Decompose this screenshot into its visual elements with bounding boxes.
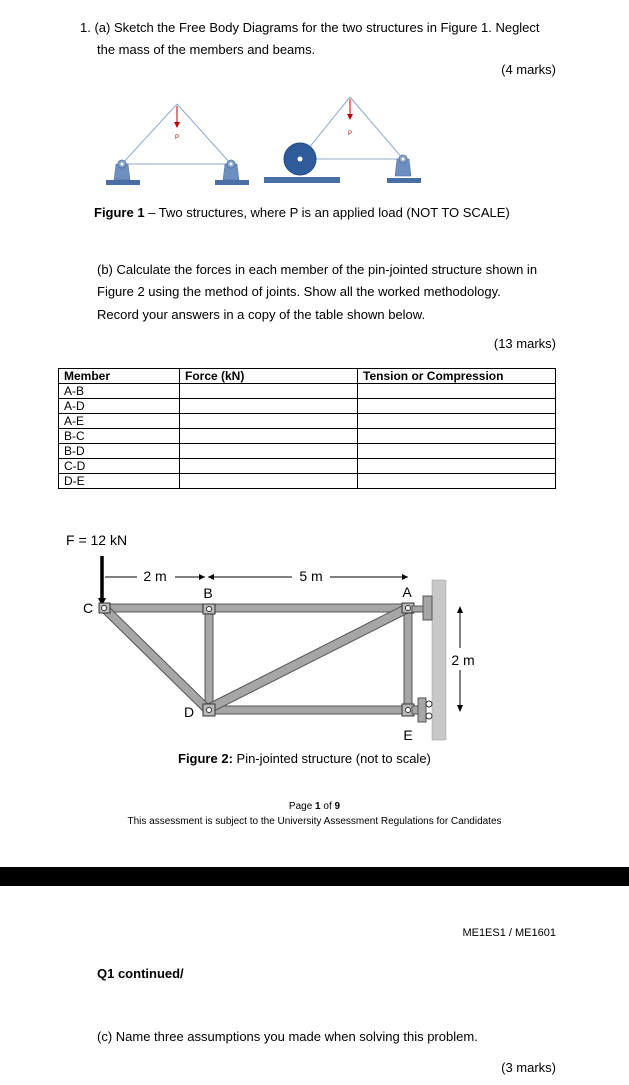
page-prefix: Page [288, 801, 316, 812]
pin-A [406, 606, 411, 611]
member-C-D [100, 604, 212, 714]
figure2-diagram [0, 520, 629, 760]
tc-cell [358, 459, 556, 474]
force-cell [180, 474, 358, 489]
figure1-left-structure [106, 104, 249, 185]
force-cell [180, 444, 358, 459]
roller-E-bottom [426, 713, 432, 719]
tc-cell [358, 444, 556, 459]
member-cell: A-E [59, 414, 180, 429]
force-cell [180, 399, 358, 414]
page-break [0, 867, 629, 886]
tc-cell [358, 384, 556, 399]
force-cell [180, 414, 358, 429]
q1a-marks: (4 marks) [501, 62, 556, 77]
pin-B [207, 607, 212, 612]
right-member-b [347, 97, 403, 159]
figure1-caption [94, 205, 510, 221]
right-load-arrowhead [347, 114, 353, 120]
left-load-label: P [174, 135, 180, 141]
force-cell [180, 429, 358, 444]
wall [432, 580, 446, 740]
node-E-label: E [403, 727, 413, 743]
table-row [59, 444, 556, 459]
member-D-E [207, 706, 412, 714]
q1c-text: (c) Name three assumptions you made when solving this problem. [97, 1029, 478, 1044]
force-label: F = 12 kN [66, 532, 128, 548]
left-member-a [122, 104, 180, 164]
dim-2m-top-label: 2 m [143, 568, 167, 584]
tc-cell [358, 429, 556, 444]
member-A-D [208, 604, 410, 712]
q1b-line3: Record your answers in a copy of the table shown below. [97, 307, 426, 322]
q1c-marks: (3 marks) [501, 1060, 556, 1075]
figure1-diagram [100, 92, 430, 192]
member-C-A [104, 604, 410, 612]
header-member: Member [59, 369, 180, 384]
figure1-caption-text: – Two structures, where P is an applied load (NOT TO SCALE) [144, 205, 510, 220]
q1a-line2: the mass of the members and beams. [97, 42, 316, 57]
header-tension-compression: Tension or Compression [358, 369, 556, 384]
member-cell: D-E [59, 474, 180, 489]
q1b-line1: (b) Calculate the forces in each member of the pin-jointed structure shown in [97, 262, 538, 277]
bracket-A-plate [423, 596, 432, 620]
page-of: of [320, 801, 335, 812]
q1a-line1: 1. (a) Sketch the Free Body Diagrams for the two structures in Figure 1. Neglect [80, 20, 540, 35]
roller-E-top [426, 701, 432, 707]
right-load-label: P [347, 131, 353, 137]
force-cell [180, 459, 358, 474]
member-cell: A-D [59, 399, 180, 414]
page-total: 9 [334, 801, 341, 812]
roller-support [264, 143, 340, 183]
table-row [59, 384, 556, 399]
page-number [0, 801, 629, 812]
node-D-label: D [183, 704, 195, 720]
left-load-arrowhead [174, 122, 180, 128]
pin-C [102, 606, 107, 611]
table-row [59, 459, 556, 474]
figure2-caption-label: Figure 2: [178, 751, 233, 766]
tc-cell [358, 399, 556, 414]
member-force-table [58, 368, 556, 489]
q1b-marks: (13 marks) [493, 336, 556, 351]
member-cell: B-C [59, 429, 180, 444]
node-C-label: C [82, 600, 94, 616]
q1-continued: Q1 continued/ [97, 966, 184, 981]
table-row [59, 474, 556, 489]
pin-E [406, 708, 411, 713]
dim-2m-side-label: 2 m [451, 652, 475, 668]
figure2-caption-text: Pin-jointed structure (not to scale) [232, 751, 431, 766]
member-cell: C-D [59, 459, 180, 474]
tc-cell [358, 474, 556, 489]
table-row [59, 414, 556, 429]
q1b-line2: Figure 2 using the method of joints. Show all the worked methodology. [97, 284, 501, 299]
dim-5m-label: 5 m [299, 568, 323, 584]
member-cell: A-B [59, 384, 180, 399]
table-header-row [59, 369, 556, 384]
force-cell [180, 384, 358, 399]
header-force: Force (kN) [180, 369, 358, 384]
tc-cell [358, 414, 556, 429]
figure1-right-structure [264, 97, 421, 183]
table-row [59, 399, 556, 414]
roller-E-plate [418, 698, 426, 722]
node-B-label: B [203, 585, 213, 601]
member-B-D [205, 606, 213, 712]
member-A-E [404, 606, 412, 712]
course-code: ME1ES1 / ME1601 [462, 927, 556, 939]
node-A-label: A [402, 584, 412, 600]
member-cell: B-D [59, 444, 180, 459]
pin-D [207, 708, 212, 713]
left-member-b [174, 104, 231, 164]
regulations-notice: This assessment is subject to the University Assessment Regulations for Candidates [127, 816, 502, 827]
page-num: 1 [315, 801, 321, 812]
table-row [59, 429, 556, 444]
figure1-caption-label: Figure 1 [94, 205, 145, 220]
figure2-caption [178, 751, 431, 767]
